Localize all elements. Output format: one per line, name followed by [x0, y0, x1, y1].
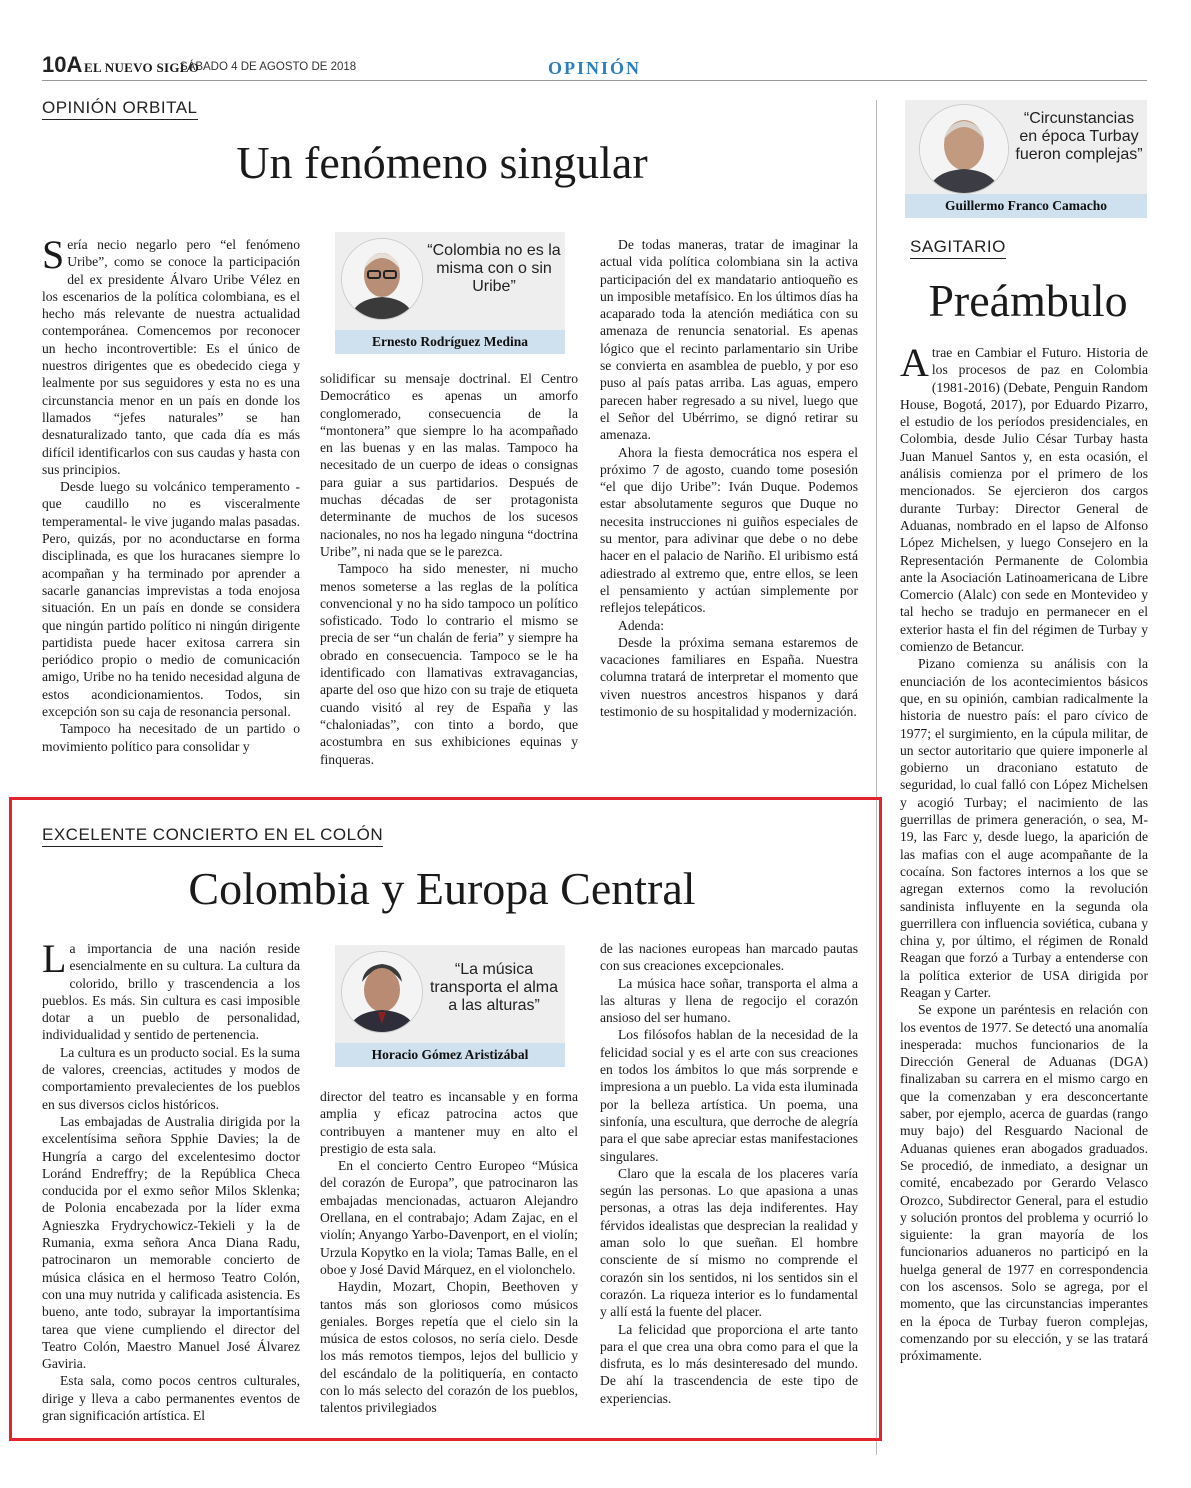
article1-paragraph: Tampoco ha sido menester, ni mucho menos someterse a las reglas de la política convencional y no ha sido tampoco un político sofisticado. Todo lo contrario el mismo se precia de ser “un chalán de feria” y siempre ha obrado en consecuencia. Tampoco se le ha identificado con llamativas extravagancias, aparte del oso que hizo con su traje de etiqueta cuando visitó al rey de España y las “chaloniadas”, con tinto a bordo, que acostumbra en sus exhibiciones equinas y finqueras.	[320, 561, 578, 767]
article3-title: Preámbulo	[928, 275, 1128, 326]
article2-title: Colombia y Europa Central	[188, 863, 696, 914]
article1-paragraph: Tampoco ha necesitado de un partido o movimiento político para consolidar y	[42, 721, 300, 754]
article2-paragraph: Claro que la escala de los placeres varía según las personas. Lo que apasiona a unas personas, a otras las deja indiferentes. Hay férvidos idealistas que desprecian la realidad y aman solo lo que sueñan. El hombre consciente de sí mismo no comprende el corazón sin los sentidos, ni los sentidos sin el corazón. La riqueza interior es lo fundamental y allí está la fuente del placer.	[600, 1165, 858, 1320]
header-rule	[42, 80, 1147, 81]
article1-author: Ernesto Rodríguez Medina	[335, 330, 565, 354]
article2-paragraph: La felicidad que proporciona el arte tanto para el que crea una obra como para el que la disfruta, es lo más desinteresado del mundo. De ahí la trascendencia de este tipo de experiencias.	[600, 1321, 858, 1406]
article2-pullquote: “La música transporta el alma a las alturas”	[429, 961, 559, 1014]
article2-paragraph: La música hace soñar, transporta el alma a las alturas y llena de regocijo el corazón ansioso del ser humano.	[600, 975, 858, 1026]
section-name: OPINIÓN	[548, 58, 642, 78]
drop-cap: A	[900, 340, 929, 385]
article3-paragraph: Se expone un paréntesis en relación con los eventos de 1977. Se detectó una anomalía inesperada: muchos funcionarios de la Dirección General de Aduanas (DGA) finalizaban su carrera en el mismo cargo en que la comenzaban y era desconcertante saber, por ejemplo, acerca de guardas (rango muy bajo) del Resguardo Nacional de Aduanas quienes eran abogados graduados. Se procedió, de inmediato, a designar un comité, encabezado por Gerardo Velasco Orozco, Subdirector General, para el estudio y solución prontos del problema y ocurrió lo siguiente: la gran mayoría de los funcionarios aduaneros no participó en la huelga general de 1977 en correspondencia con los ascensos. Solo se agrega, por el momento, que las circunstancias imperantes en la época de Turbay fueron complejas, comenzando por su elección, y se las tratará próximamente.	[900, 1002, 1148, 1364]
article1-paragraph: Adenda:	[618, 617, 665, 633]
article2-paragraph: de las naciones europeas han marcado pautas con sus creaciones excepcionales.	[600, 941, 858, 974]
article1-column-3	[600, 236, 858, 720]
article2-paragraph: Haydin, Mozart, Chopin, Beethoven y tantos más son gloriosos como músicos geniales. Borges repetía que el cielo sin la música de estos colosos, no sería cielo. Desde los más remotos tiempos, lejos del bullicio y del escándalo de la politiquería, en contacto con lo más selecto del corazón de los pueblos, talentos privilegiados	[320, 1279, 578, 1416]
author-portrait-icon	[919, 104, 1009, 194]
article2-author: Horacio Gómez Aristizábal	[335, 1043, 565, 1067]
author-portrait-icon	[341, 951, 423, 1033]
article3-pullquote: “Circunstancias en época Turbay fueron complejas”	[1015, 110, 1143, 163]
article1-paragraph: Sería necio negarlo pero “el fenómeno Uribe”, como se conoce la participación del ex presidente Álvaro Uribe Vélez en los escenarios de la política colombiana, es el hecho más relevante de nuestra actualidad contemporánea. Comencemos por reconocer un hecho incontrovertible: Es el único de nuestros dirigentes que es obedecido ciega y lealmente por sus seguidores y esta no es una circunstancia menor en un país en donde los llamados “jefes naturales” se han desnaturalizado tanto, que cada día es más difícil identificarlos con sus caudas y hasta con sus principios.	[42, 232, 300, 477]
article3-pullquote-box	[905, 100, 1147, 218]
drop-cap: L	[42, 936, 67, 981]
article3-kicker: SAGITARIO	[910, 237, 1006, 259]
newspaper-name: EL NUEVO SIGLO	[84, 60, 200, 75]
article2-paragraph: director del teatro es incansable y en forma amplia y eficaz patrocina actos que contribuyen a mantener muy en alto el prestigio de esta sala.	[320, 1089, 578, 1156]
article3-column	[900, 340, 1148, 1365]
article3-paragraph: Pizano comienza su análisis con la enunciación de los acontecimientos básicos que, en su opinión, cambian radicalmente la historia de nuestro país: el paro cívico de 1977; el surgimiento, en la cúpula militar, de un sector autoritario que quiere imponerle al gobierno un draconiano estatuto de seguridad, lo cual falló con López Michelsen y acogió Turbay; el nacimiento de las guerrillas de primera generación, o sea, M-19, las Farc y, desde luego, la aparición de las mafias con el auge acompañante de la cocaína. Son factores internos a los que se agregan externos como la revolución sandinista influyente en la segunda ola guerrillera con influencia soviética, cubana y china y, por último, el régimen de Ronald Reagan que forzó a Turbay a entenderse con la política exterior de USA dirigida por Reagan y Carter.	[900, 656, 1148, 1000]
article1-pullquote-box	[335, 232, 565, 354]
article1-paragraph: solidificar su mensaje doctrinal. El Centro Democrático es apenas un amorfo conglomerado, consecuencia de la “montonera” que siempre lo ha acompañado en las buenas y en las malas. Tampoco ha necesitado de un cuerpo de ideas o consignas para guiar a sus partidarios. Después de muchas décadas de ser protagonista determinante de muchos de los sucesos nacionales, no nos ha legado ninguna “doctrina Uribe”, ni nada que se le parezca.	[320, 371, 578, 559]
article2-kicker: EXCELENTE CONCIERTO EN EL COLÓN	[42, 825, 383, 847]
article3-author: Guillermo Franco Camacho	[905, 194, 1147, 218]
article2-column-1	[42, 936, 300, 1424]
article1-paragraph: Desde luego su volcánico temperamento -que caudillo no es visceralmente temperamental- le vive jugando malas pasadas. Pero, quizás, por no aconductarse en forma disciplinada, es que los huracanes siempre lo acompañan y ha terminado por aprender a sacarle ganancias imprevistas a toda enojosa situación. En un país en donde se considera que ningún partido político ni ningún dirigente partidista puede hacer exitosa carrera sin periódico propio o medio de comunicación amigo, Uribe no ha tenido necesidad alguna de estos acondicionamientos. Todos, sin excepción son su caja de resonancia personal.	[42, 479, 300, 720]
article2-paragraph: En el concierto Centro Europeo “Música del corazón de Europa”, que patrocinaron las embajadas mencionadas, actuaron Alejandro Orellana, en el contrabajo; Adam Zajac, en el violín; Anyango Yarbo-Davenport, en el violín; Urzula Kopytko en la viola; Tamas Balle, en el oboe y José David Márquez, en el violonchelo.	[320, 1158, 578, 1277]
article1-column-1	[42, 232, 300, 755]
drop-cap: S	[42, 232, 65, 277]
article3-paragraph: Atrae en Cambiar el Futuro. Historia de los procesos de paz en Colombia (1981-2016) (Debate, Penguin Random House, Bogotá, 2017), por Eduardo Pizarro, el estudio de los períodos presidenciales, en Colombia, desde Julio César Turbay hasta Juan Manuel Santos y, en esta ocasión, el análisis comienza por el primero de los mencionados. Se ejercieron dos cargos durante Turbay: Director General de Aduanas, nombrado en el lapso de Alfonso López Michelsen, y luego Consejero en la Representación Permanente de Colombia ante la Asociación Latinoamericana de Libre Comercio (Alalc) con sede en Montevideo y tal hecho se tradujo en permanecer en el exterior hasta el fin del régimen de Turbay y comienzo de Betancur.	[900, 340, 1148, 655]
edition-date: SÁBADO 4 DE AGOSTO DE 2018	[180, 61, 357, 73]
article2-paragraph: Los filósofos hablan de la necesidad de la felicidad social y es el arte con sus creaciones en todos los ámbitos lo que más sorprende e impresiona a un pueblo. La vida esta iluminada por la belleza artística. Un poema, una sinfonía, una escultura, que derroche de alegría para el que sabe apreciar estas manifestaciones singulares.	[600, 1027, 858, 1164]
article2-column-2	[320, 1088, 578, 1417]
author-portrait-icon	[341, 238, 423, 320]
article1-paragraph: Desde la próxima semana estaremos de vacaciones familiares en España. Nuestra columna tratará de interpretar el momento que viven nuestros ancestros hispanos y dará testimonio de su hospitalidad y modernización.	[600, 634, 858, 720]
article1-pullquote: “Colombia no es la misma con o sin Uribe”	[427, 242, 561, 295]
article2-paragraph: La importancia de una nación reside esencialmente en su cultura. La cultura da colorido, brillo y trascendencia a los pueblos. Es más. Sin cultura es casi imposible dotar a un pueblo de personalidad, individualidad y sentido de pertenencia.	[42, 936, 300, 1043]
article2-paragraph: Esta sala, como pocos centros culturales, dirige y lleva a cabo permanentes eventos de gran significación artística. El	[42, 1373, 300, 1424]
article1-title: Un fenómeno singular	[236, 137, 648, 188]
article2-pullquote-box	[335, 945, 565, 1067]
article1-column-2	[320, 370, 578, 768]
article1-kicker: OPINIÓN ORBITAL	[42, 98, 198, 120]
page-number: 10A	[42, 52, 83, 77]
article2-paragraph: La cultura es un producto social. Es la suma de valores, creencias, actitudes y modos de comportamiento prevalecientes de los pueblos en sus diversos ciclos históricos.	[42, 1044, 300, 1112]
article1-paragraph: Ahora la fiesta democrática nos espera el próximo 7 de agosto, cuando tome posesión “el que dijo Uribe”: Iván Duque. Podemos estar absolutamente seguros que Duque no necesita instrucciones ni guiños especiales de su mentor, para adivinar que debe o no debe hacer en el palacio de Nariño. El uribismo está adiestrado al extremo que, entre ellos, se leen el pensamiento y actúan simplemente por reflejos telepáticos.	[600, 444, 858, 616]
article2-column-3	[600, 940, 858, 1407]
article1-paragraph: De todas maneras, tratar de imaginar la actual vida política colombiana sin la activa participación del ex mandatario antioqueño es un imposible metafísico. En los últimos días ha acaparado toda la atención mediática con su amenaza de renuncia senatorial. Es apenas lógico que el recinto parlamentario sin Uribe se convierta en asamblea de pueblo, y por eso puso al país patas arriba. Las aguas, empero parecen haber regresado a su nivel, luego que el Señor del Ubérrimo, se dignó retirar su amenaza.	[600, 237, 858, 443]
article2-paragraph: Las embajadas de Australia dirigida por la excelentísima señora Spphie Davies; la de Hungría a cargo del excelentesimo doctor Loránd Endreffry; de la República Checa conducida por el exmo señor Milos Sklenka; de Polonia encabezada por la líder exma Agnieszka Frydrychowicz-Tekieli y la de Rumania, exma señora Anca Diana Radu, patrocinaron un memorable concierto de música clásica en el hermoso Teatro Colón, con una muy nutrida y calificada asistencia. Es bueno, ante todo, subrayar la importantísima tarea que viene cumpliendo el director del Teatro Colón, Maestro Manuel José Álvarez Gaviria.	[42, 1113, 300, 1372]
